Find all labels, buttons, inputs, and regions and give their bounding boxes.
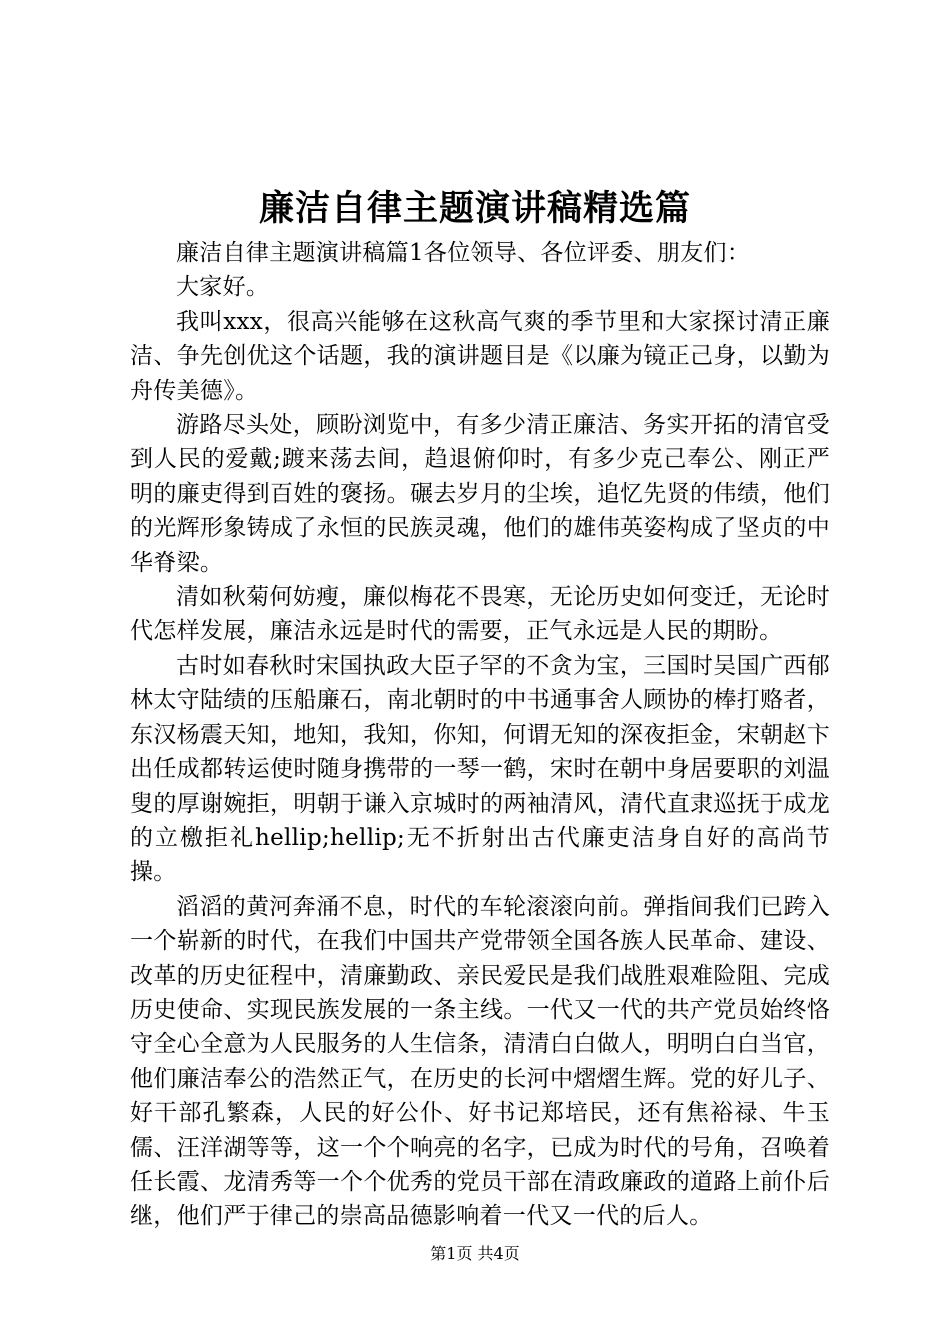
paragraph-introduction: 我叫xxx，很高兴能够在这秋高气爽的季节里和大家探讨清正廉洁、争先创优这个话题，我的演讲题目是《以廉为镜正己身，以勤为舟传美德》。	[130, 308, 830, 404]
paragraph-integrity-need: 清如秋菊何妨瘦，廉似梅花不畏寒，无论历史如何变迁，无论时代怎样发展，廉洁永远是时代的需要，正气永远是人民的期盼。	[130, 584, 830, 645]
document-title: 廉洁自律主题演讲稿精选篇	[258, 188, 691, 229]
paragraph-ancient-officials: 游路尽头处，顾盼浏览中，有多少清正廉洁、务实开拓的清官受到人民的爱戴;踱来荡去间，趋退俯仰时，有多少克己奉公、刚正严明的廉吏得到百姓的褒扬。碾去岁月的尘埃，追忆先贤的伟绩，他们的光辉形象铸成了永恒的民族灵魂，他们的雄伟英姿构成了坚贞的中华脊梁。	[130, 412, 830, 576]
paragraph-new-era: 滔滔的黄河奔涌不息，时代的车轮滚滚向前。弹指间我们已跨入一个崭新的时代，在我们中国共产党带领全国各族人民革命、建设、改革的历史征程中，清廉勤政、亲民爱民是我们战胜艰难险阻、完成历史使命、实现民族发展的一条主线。一代又一代的共产党员始终恪守全心全意为人民服务的人生信条，清清白白做人，明明白白当官，他们廉洁奉公的浩然正气，在历史的长河中熠熠生辉。党的好儿子、好干部孔繁森，人民的好公仆、好书记郑培民，还有焦裕禄、牛玉儒、汪洋湖等等，这一个个响亮的名字，已成为时代的号角，召唤着任长霞、龙清秀等一个个优秀的党员干部在清政廉政的道路上前仆后继，他们严于律己的崇高品德影响着一代又一代的后人。	[130, 893, 830, 1230]
paragraph-salutation: 廉洁自律主题演讲稿篇1各位领导、各位评委、朋友们：	[176, 240, 751, 266]
paragraph-greeting: 大家好。	[176, 274, 270, 301]
paragraph-historical-examples: 古时如春秋时宋国执政大臣子罕的不贪为宝，三国时吴国广西郁林太守陆绩的压船廉石，南北朝时的中书通事舍人顾协的棒打赂者，东汉杨震天知，地知，我知，你知，何谓无知的深夜拒金，宋朝赵卞出任成都转运使时随身携带的一琴一鹤，宋时在朝中身居要职的刘温叟的厚谢婉拒，明朝于谦入京城时的两袖清风，清代直隶巡抚于成龙的立檄拒礼hellip;hellip;无不折射出古代廉吏洁身自好的高尚节操。	[130, 652, 830, 886]
document-body	[130, 236, 830, 1234]
page-number: 第1页 共4页	[430, 1244, 520, 1263]
